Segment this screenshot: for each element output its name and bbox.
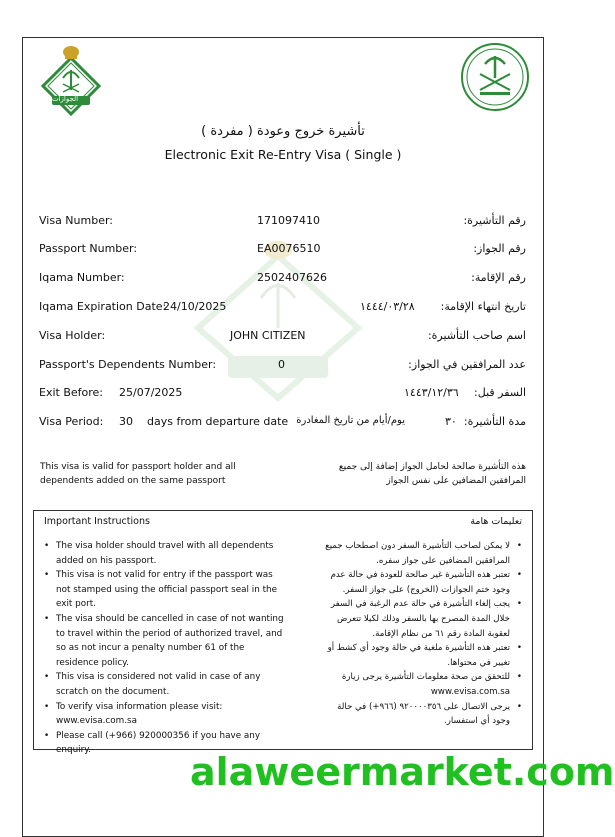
jawazat-logo-text: الجوازات bbox=[52, 95, 79, 103]
visa-period-label: Visa Period: bbox=[39, 415, 104, 428]
instruction-item: • This visa is considered not valid in case of any scratch on the document. bbox=[44, 670, 284, 699]
instructions-box bbox=[33, 510, 533, 756]
visa-holder-label-ar: اسم صاحب التأشيرة: bbox=[427, 329, 526, 342]
exit-before-value: 25/07/2025 bbox=[119, 386, 183, 399]
instruction-item-ar: • يرجى الاتصال على ٩٢٠٠٠٠٣٥٦ (٩٦٦+) في حالة وجود أي استفسار. bbox=[317, 700, 522, 729]
instruction-item-ar: • تعتبر هذه التأشيرة غير صالحة للعودة في حالة عدم وجود ختم الجوازات (الخروج) على جواز السفر. bbox=[317, 568, 522, 597]
iqama-number-value: 2502407626 bbox=[257, 271, 327, 284]
validity-ar-line1: هذه التأشيرة صالحة لحامل الجواز إضافة إلى جميع bbox=[338, 462, 526, 472]
visa-holder-label: Visa Holder: bbox=[39, 329, 106, 342]
visa-period-unit: days from departure date bbox=[147, 415, 289, 428]
iqama-expiry-label-ar: تاريخ انتهاء الإقامة: bbox=[440, 300, 526, 313]
instruction-item: • The visa should be cancelled in case of not wanting to travel within the period of authorized travel, and so as not incur a penalty number 61 of the residence policy. bbox=[44, 612, 284, 670]
ministry-emblem bbox=[460, 42, 530, 112]
instructions-title-ar: تعليمات هامة bbox=[470, 516, 522, 527]
instruction-item: • To verify visa information please visit: www.evisa.com.sa bbox=[44, 700, 284, 729]
iqama-number-label: Iqama Number: bbox=[39, 271, 125, 284]
dependents-value: 0 bbox=[278, 358, 285, 371]
iqama-expiry-value: 24/10/2025 bbox=[163, 300, 227, 313]
site-watermark: alaweermarket.com bbox=[190, 750, 615, 794]
instructions-list-en bbox=[44, 539, 284, 758]
instruction-item-ar: • يجب إلغاء التأشيرة في حالة عدم الرغبة في السفر خلال المدة المصرح بها بالسفر وذلك لكيلا تتعرض لعقوبة المادة رقم ٦١ من نظام الإقامة. bbox=[317, 597, 522, 641]
jawazat-watermark bbox=[183, 238, 373, 398]
dependents-label: Passport's Dependents Number: bbox=[39, 358, 217, 371]
instructions-list-ar bbox=[317, 539, 522, 729]
jawazat-logo bbox=[36, 40, 106, 120]
instruction-item-ar: • لا يمكن لصاحب التأشيرة السفر دون اصطحاب جميع المرافقين المضافين على جواز سفره. bbox=[317, 539, 522, 568]
dependents-label-ar: عدد المرافقين في الجواز: bbox=[408, 358, 526, 371]
instruction-item: • The visa holder should travel with all dependents added on his passport. bbox=[44, 539, 284, 568]
iqama-number-label-ar: رقم الإقامة: bbox=[471, 271, 526, 284]
instruction-item: • This visa is not valid for entry if the passport was not stamped using the official passport seal in the exit port. bbox=[44, 568, 284, 612]
iqama-expiry-label: Iqama Expiration Date: bbox=[39, 300, 167, 313]
title-arabic: تأشيرة خروج وعودة ( مفردة ) bbox=[201, 124, 365, 139]
visa-period-label-ar: مدة التأشيرة: bbox=[463, 415, 526, 428]
passport-number-value: EA0076510 bbox=[257, 242, 321, 255]
visa-period-value: 30 bbox=[119, 415, 133, 428]
instructions-title: Important Instructions bbox=[44, 516, 150, 527]
visa-number-label: Visa Number: bbox=[39, 214, 114, 227]
exit-before-label-ar: السفر قبل: bbox=[474, 386, 526, 399]
title-english: Electronic Exit Re-Entry Visa ( Single ) bbox=[164, 147, 402, 162]
visa-period-unit-ar: يوم/أيام من تاريخ المغادرة bbox=[296, 415, 405, 426]
exit-before-hijri: ١٤٤٣/١٢/٣٦ bbox=[404, 386, 459, 399]
visa-period-value-ar: ٣٠ bbox=[445, 415, 457, 428]
passport-number-label-ar: رقم الجواز: bbox=[473, 242, 526, 255]
visa-holder-value: JOHN CITIZEN bbox=[230, 329, 306, 342]
visa-number-value: 171097410 bbox=[257, 214, 320, 227]
exit-before-label: Exit Before: bbox=[39, 386, 103, 399]
validity-en-line1: This visa is valid for passport holder and all bbox=[40, 462, 236, 472]
instruction-item: • Please call (+966) 920000356 if you have any enquiry. bbox=[44, 729, 284, 758]
instruction-item-ar: • للتحقق من صحة معلومات التأشيرة يرجى زيارة www.evisa.com.sa bbox=[317, 670, 522, 699]
visa-number-label-ar: رقم التأشيرة: bbox=[463, 214, 526, 227]
instruction-item-ar: • تعتبر هذه التأشيرة ملغية في حالة وجود أي كشط أو تغيير في محتواها. bbox=[317, 641, 522, 670]
validity-ar-line2: المرافقين المضافين على نفس الجواز bbox=[386, 476, 526, 486]
validity-en-line2: dependents added on the same passport bbox=[40, 476, 226, 486]
iqama-expiry-hijri: ١٤٤٤/٠٣/٢٨ bbox=[360, 300, 415, 313]
passport-number-label: Passport Number: bbox=[39, 242, 138, 255]
